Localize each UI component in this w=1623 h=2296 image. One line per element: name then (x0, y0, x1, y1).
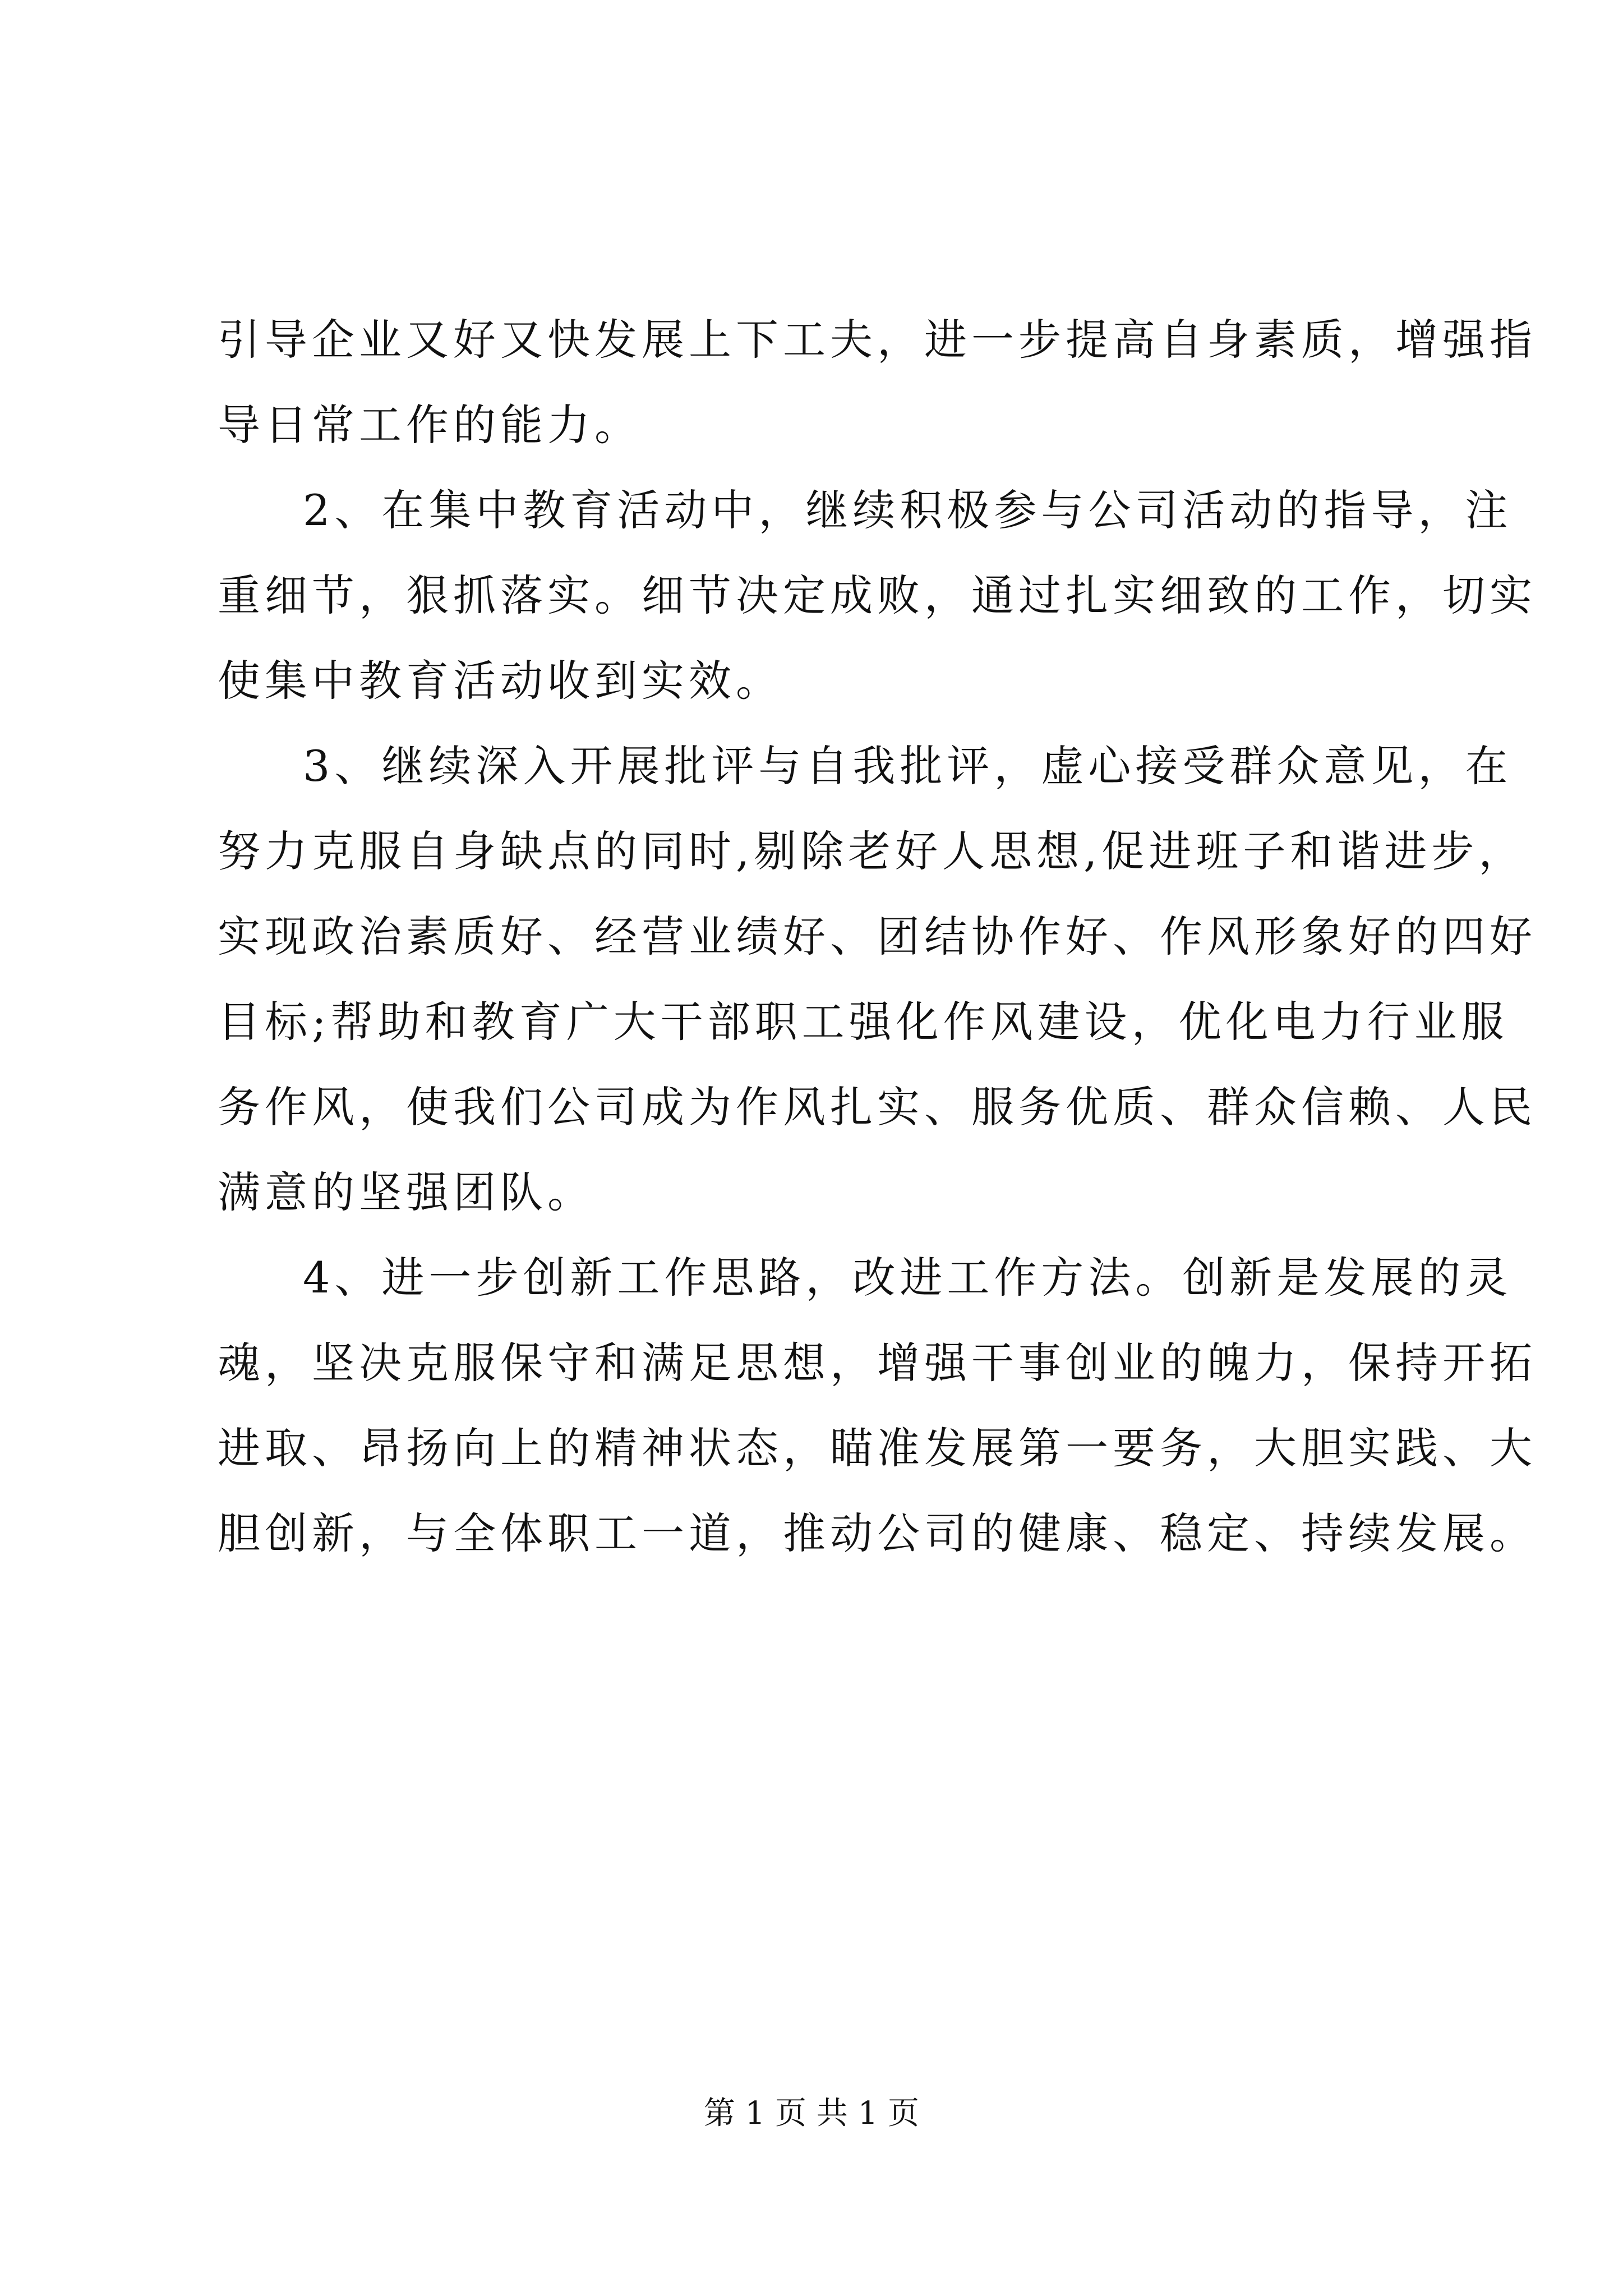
text-line: 满意的坚强团队。 (218, 1167, 594, 1217)
text-line: 3、继续深入开展批评与自我批评，虚心接受群众意见，在 (303, 741, 1513, 791)
text-line: 魂，坚决克服保守和满足思想，增强干事创业的魄力，保持开拓 (218, 1338, 1537, 1388)
text-line: 引导企业又好又快发展上下工夫，进一步提高自身素质，增强指 (218, 315, 1537, 365)
document-body (218, 297, 1537, 1576)
paragraph-2 (218, 468, 1537, 724)
paragraph-1 (218, 297, 1537, 468)
text-line: 进取、昂扬向上的精神状态，瞄准发展第一要务，大胆实践、大 (218, 1423, 1537, 1473)
text-line: 实现政治素质好、经营业绩好、团结协作好、作风形象好的四好 (218, 912, 1537, 961)
text-line: 胆创新，与全体职工一道，推动公司的健康、稳定、持续发展。 (218, 1508, 1537, 1558)
text-line: 重细节，狠抓落实。细节决定成败，通过扎实细致的工作，切实 (218, 570, 1537, 620)
text-line: 2、在集中教育活动中，继续积极参与公司活动的指导，注 (303, 485, 1513, 535)
text-line: 使集中教育活动收到实效。 (218, 656, 783, 706)
text-line: 导日常工作的能力。 (218, 400, 642, 450)
text-line: 目标;帮助和教育广大干部职工强化作风建设，优化电力行业服 (218, 997, 1509, 1047)
page-number-footer: 第 1 页 共 1 页 (703, 2095, 920, 2132)
text-line: 4、进一步创新工作思路，改进工作方法。创新是发展的灵 (303, 1253, 1513, 1303)
paragraph-3 (218, 724, 1537, 1235)
paragraph-4 (218, 1235, 1537, 1576)
text-line: 务作风，使我们公司成为作风扎实、服务优质、群众信赖、人民 (218, 1082, 1537, 1132)
text-line: 努力克服自身缺点的同时,剔除老好人思想,促进班子和谐进步， (218, 826, 1526, 876)
